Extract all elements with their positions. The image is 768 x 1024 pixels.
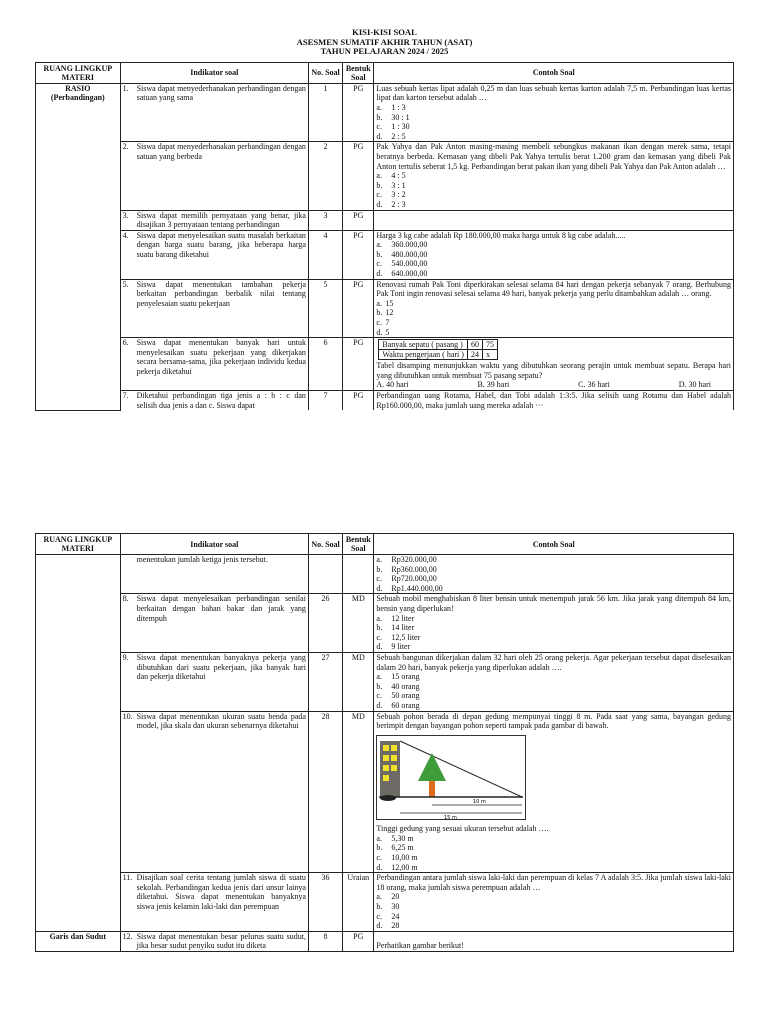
indikator-text: Siswa dapat menentukan besar pelurus suatu sudut, jika besar sudut penyiku sudut itu diketa: [136, 931, 306, 951]
options-list: [376, 614, 731, 652]
label-10m: 10 m: [473, 798, 487, 805]
option-item: b. 3 : 1: [376, 180, 406, 190]
row-number: 5.: [122, 279, 129, 289]
options-row: [376, 380, 731, 390]
no-soal-cell: 8: [308, 931, 342, 951]
mini-cell: 24: [467, 350, 482, 360]
option-item: b. 14 liter: [376, 623, 415, 633]
option-item: a. 20: [376, 892, 400, 902]
indikator-cell: [120, 594, 308, 653]
building-window: [383, 755, 389, 761]
option-item: a. 360.000,00: [376, 240, 428, 250]
no-soal-cell: 7: [308, 391, 342, 411]
option-item: a. 12 liter: [376, 613, 415, 623]
indikator-cell: [120, 391, 308, 411]
indikator-text: Siswa dapat menyelesaikan perbandingan senilai berkaitan dengan bahan bakar dan jarak yang ditempuh: [136, 594, 306, 623]
table-row: [36, 391, 734, 411]
option-item: b. 480.000,00: [376, 249, 428, 259]
document-page-2: [35, 533, 734, 952]
row-number: 3.: [122, 210, 129, 220]
option-item: d. 2 : 5: [376, 131, 406, 141]
building-window: [383, 745, 389, 751]
col-header-contoh: Contoh Soal: [374, 62, 734, 83]
question-text: Perhatikan gambar berikut!: [376, 941, 464, 951]
question-text: Perbandingan uang Rotama, Habel, dan Tobi adalah 1:3:5. Jika selisih uang Rotama dan Habel adalah Rp160.000,00, maka jumlah uang mereka adalah ···: [376, 391, 731, 410]
option-item: a. 5,30 m: [376, 833, 414, 843]
bentuk-soal-cell: PG: [343, 142, 374, 210]
options-list: [376, 892, 731, 930]
question-text: Tinggi gedung yang sesuai ukuran tersebut adalah ….: [376, 824, 549, 834]
contoh-soal-cell: [374, 83, 734, 142]
indikator-text: Disajikan soal cerita tentang jumlah siswa di suatu sekolah. Perbandingan kedua jenis dari unsur lainya diketahui. Siswa dapat menentukan banyaknya siswa jenis kelamin laki-laki dan perempuan: [136, 873, 306, 912]
options-list: [376, 672, 731, 710]
table-row: [36, 931, 734, 951]
ground-mark: [380, 795, 396, 801]
indikator-cell: [120, 279, 308, 338]
option-item: a. 15: [376, 298, 394, 308]
table-row: [36, 142, 734, 210]
option-item: d. 28: [376, 921, 400, 931]
option-item: a. 4 : 5: [376, 171, 406, 181]
option-item: D. 30 hari: [678, 380, 711, 390]
no-soal-cell: 26: [308, 594, 342, 653]
indikator-cell: [120, 338, 308, 391]
bentuk-soal-cell: PG: [343, 931, 374, 951]
question-text: Harga 3 kg cabe adalah Rp 180.000,00 maka harga untuk 8 kg cabe adalah.....: [376, 230, 626, 240]
question-text: Tabel disamping menunjukkan waktu yang dibutuhkan seorang perajin untuk membuat sepatu. Berapa hari yang dibutuhkan untuk membuat 75 pasang sepatu?: [376, 361, 731, 380]
table-row: [36, 555, 734, 594]
col-header-ruang: RUANG LINGKUP MATERI: [36, 534, 121, 555]
no-soal-cell: 36: [308, 873, 342, 932]
bentuk-soal-cell: MD: [343, 711, 374, 873]
row-number: 4.: [122, 230, 129, 240]
shoe-production-table: [378, 339, 498, 360]
building-window: [383, 775, 389, 781]
option-item: b. Rp360.000,00: [376, 564, 437, 574]
header-title: KISI-KISI SOAL: [352, 27, 417, 37]
no-soal-cell: 3: [308, 210, 342, 230]
options-list: [376, 240, 731, 278]
building-shadow-figure: [376, 735, 731, 823]
option-item: A. 40 hari: [376, 380, 409, 390]
indikator-cell: [120, 210, 308, 230]
option-item: b. 12: [376, 308, 394, 318]
option-item: b. 30: [376, 902, 400, 912]
contoh-soal-cell: [374, 210, 734, 230]
row-number: 8.: [122, 594, 129, 604]
table-row: [36, 230, 734, 279]
contoh-soal-cell: [374, 142, 734, 210]
bentuk-soal-cell: PG: [343, 210, 374, 230]
option-item: b. 40 orang: [376, 681, 420, 691]
col-header-indikator: Indikator soal: [120, 534, 308, 555]
question-text: Renovasi rumah Pak Toni diperkirakan selesai selama 84 hari dengan pekerja sebanyak 7 orang. Berhubung Pak Toni ingin renovasi selesai selama 49 hari, banyak pekerja yang perlu ditambahkan adalah … orang.: [376, 279, 731, 299]
option-item: b. 6,25 m: [376, 843, 414, 853]
contoh-soal-cell: [374, 594, 734, 653]
building-window: [391, 755, 397, 761]
options-list: [376, 299, 731, 337]
option-item: b. 30 : 1: [376, 112, 410, 122]
indikator-text: Siswa dapat menentukan ukuran suatu benda pada model, jika skala dan ukuran sebenarnya diketahui: [136, 711, 306, 731]
option-item: a. 15 orang: [376, 672, 420, 682]
option-item: a. 1 : 3: [376, 102, 406, 112]
col-header-bentuk: Bentuk Soal: [343, 62, 374, 83]
option-item: c. 10,00 m: [376, 853, 418, 863]
table-row: [36, 210, 734, 230]
option-item: c. 7: [376, 318, 390, 328]
bentuk-soal-cell: PG: [343, 338, 374, 391]
option-item: d. 12,00 m: [376, 862, 418, 872]
contoh-soal-cell: [374, 555, 734, 594]
row-number: 10.: [122, 711, 133, 721]
indikator-cell: [120, 142, 308, 210]
bentuk-soal-cell: PG: [343, 83, 374, 142]
no-soal-cell: 6: [308, 338, 342, 391]
option-item: C. 36 hari: [578, 380, 610, 390]
options-list: [376, 555, 731, 593]
indikator-cell: [120, 652, 308, 711]
option-item: c. Rp720.000,00: [376, 574, 437, 584]
contoh-soal-cell: [374, 873, 734, 932]
no-soal-cell: 28: [308, 711, 342, 873]
option-item: c. 3 : 2: [376, 190, 406, 200]
col-header-no: No. Soal: [308, 62, 342, 83]
bentuk-soal-cell: PG: [343, 279, 374, 338]
bentuk-soal-cell: PG: [343, 391, 374, 411]
label-15m: 15 m: [444, 814, 458, 820]
no-soal-cell: 27: [308, 652, 342, 711]
table-row: [36, 652, 734, 711]
question-text: Sebuah mobil menghabiskan 8 liter bensin untuk menempuh jarak 56 km. Jika jarak yang ditempuh 84 km, bensin yang diperlukan!: [376, 594, 731, 613]
option-item: c. 24: [376, 911, 400, 921]
bentuk-soal-cell: MD: [343, 652, 374, 711]
contoh-soal-cell: [374, 931, 734, 951]
table-row: [36, 338, 734, 391]
header-year: TAHUN PELAJARAN 2024 / 2025: [320, 46, 449, 57]
ruang-title: RASIO: [65, 83, 91, 93]
indikator-cell: [120, 711, 308, 873]
option-item: B. 39 hari: [477, 380, 510, 390]
col-header-bentuk: Bentuk Soal: [343, 534, 374, 555]
mini-cell: 60: [467, 340, 482, 350]
option-item: d. 5: [376, 327, 390, 337]
ruang-lingkup-cell: [36, 555, 121, 932]
no-soal-cell: 5: [308, 279, 342, 338]
ruang-lingkup-cell: Garis dan Sudut: [36, 931, 121, 951]
indikator-text: menentukan jumlah ketiga jenis tersebut.: [136, 555, 268, 564]
options-list: [376, 103, 731, 141]
table-row: [36, 83, 734, 142]
bentuk-soal-cell: Uraian: [343, 873, 374, 932]
indikator-text: Siswa dapat menentukan banyak hari untuk menyelesaikan suatu pekerjaan yang dikerjakan secara bersama-sama, jika pekerjaan individu kedua pekerja diketahui: [136, 338, 306, 376]
no-soal-cell: [308, 555, 342, 594]
row-number: 9.: [122, 652, 129, 662]
kisi-table-page-2: [35, 533, 734, 952]
contoh-soal-cell: [374, 279, 734, 338]
option-item: c. 50 orang: [376, 691, 420, 701]
option-item: d. 640.000,00: [376, 269, 428, 279]
header-subtitle: ASESMEN SUMATIF AKHIR TAHUN (ASAT): [296, 36, 473, 47]
contoh-soal-cell: [374, 338, 734, 391]
row-number: 11.: [122, 873, 133, 883]
mini-table-row: [379, 350, 498, 360]
table-row: [36, 279, 734, 338]
mini-cell: Banyak sepatu ( pasang ): [379, 340, 468, 350]
ruang-lingkup-cell: [36, 83, 121, 410]
bentuk-soal-cell: [343, 555, 374, 594]
options-list: [376, 834, 731, 872]
table-header-row: [36, 534, 734, 555]
indikator-text: Siswa dapat memilih pernyataan yang benar, jika disajikan 3 pernyataan tentang perbandingan: [136, 210, 306, 230]
mini-cell: 75: [482, 340, 497, 350]
row-number: 6.: [122, 338, 129, 348]
question-text: Sebuah bangunan dikerjakan dalam 32 hari oleh 25 orang pekerja. Agar pekerjaan tersebut dapat diselesaikan dalam 20 hari, banyak pekerja yang diperlukan adalah ….: [376, 652, 731, 672]
contoh-soal-cell: [374, 652, 734, 711]
option-item: d. 60 orang: [376, 700, 420, 710]
indikator-text: Siswa dapat menentukan tambahan pekerja berkaitan perbandingan berbalik nilai tentang penyelesaian suatu pekerjaan: [136, 279, 306, 308]
question-text: Pak Yahya dan Pak Anton masing-masing membeli sebungkus makanan ikan dengan merek sama, tetapi beratnya berbeda. Kemasan yang dibeli Pak Yahya tertulis berat 1.200 gram dan kemasan yang dibeli Pak Anton tertulis seberat 1,5 kg. Perbandingan berat pakan ikan yang dibeli Pak Yahya dan Pak Anton adalah …: [376, 142, 731, 171]
indikator-cell: [120, 873, 308, 932]
col-header-contoh: Contoh Soal: [374, 534, 734, 555]
mini-table-row: [379, 340, 498, 350]
ruang-subtitle: (Perbandingan): [50, 93, 105, 103]
indikator-cell: [120, 555, 308, 594]
kisi-table-page-1: [35, 62, 734, 411]
row-number: 2.: [122, 142, 129, 152]
tree-trunk: [429, 781, 435, 797]
option-item: c. 1 : 30: [376, 122, 410, 132]
table-row: [36, 594, 734, 653]
contoh-soal-cell: [374, 391, 734, 411]
option-item: a. Rp320.000,00: [376, 555, 437, 564]
mini-cell: x: [482, 350, 497, 360]
indikator-text: Diketahui perbandingan tiga jenis a : b : c dan selisih dua jenis a dan c. Siswa dapat: [136, 391, 306, 410]
no-soal-cell: 2: [308, 142, 342, 210]
no-soal-cell: 1: [308, 83, 342, 142]
col-header-indikator: Indikator soal: [120, 62, 308, 83]
question-text: Luas sebuah kertas lipat adalah 0,25 m dan luas sebuah kertas karton adalah 7,5 m. Perbandingan luas kertas lipat dan karton tersebut adalah …: [376, 83, 731, 103]
no-soal-cell: 4: [308, 230, 342, 279]
indikator-text: Siswa dapat menyederhanakan perbandingan dengan satuan yang sama: [136, 83, 306, 103]
question-text: Perbandingan antara jumlah siswa laki-laki dan perempuan di kelas 7 A adalah 3:5. Jika jumlah siswa laki-laki 18 orang, maka jumlah siswa perempuan adalah …: [376, 873, 731, 892]
table-row: [36, 873, 734, 932]
building-window: [391, 765, 397, 771]
row-number: 12.: [122, 931, 133, 941]
contoh-soal-cell: [374, 230, 734, 279]
indikator-cell: [120, 230, 308, 279]
contoh-soal-cell: [374, 711, 734, 873]
indikator-text: Siswa dapat menyelesaikan suatu masalah berkaitan dengan harga suatu barang, jika beberapa harga suatu barang diketahui: [136, 230, 306, 259]
table-row: [36, 711, 734, 873]
building-window: [391, 745, 397, 751]
table-header-row: [36, 62, 734, 83]
indikator-cell: [120, 931, 308, 951]
col-header-ruang: RUANG LINGKUP MATERI: [36, 62, 121, 83]
shadow-diagram-svg: [376, 735, 526, 820]
option-item: c. 12,5 liter: [376, 632, 421, 642]
indikator-cell: [120, 83, 308, 142]
options-list: [376, 171, 731, 209]
indikator-text: Siswa dapat menentukan banyaknya pekerja yang dibutuhkan dari suatu pekerjaan, jika banyak hari dan pekerja diketahui: [136, 652, 306, 682]
option-item: c. 540.000,00: [376, 259, 428, 269]
option-item: d. 2 : 3: [376, 199, 406, 209]
bentuk-soal-cell: PG: [343, 230, 374, 279]
row-number: 7.: [122, 391, 129, 400]
col-header-no: No. Soal: [308, 534, 342, 555]
document-header: [35, 28, 734, 57]
indikator-text: Siswa dapat menyederhanakan perbandingan dengan satuan yang berbeda: [136, 142, 306, 161]
document-page-1: [35, 28, 734, 411]
option-item: d. Rp1.440.000,00: [376, 583, 443, 593]
row-number: 1.: [122, 83, 129, 93]
question-text: Sebuah pohon berada di depan gedung mempunyai tinggi 8 m. Pada saat yang sama, bayangan gedung berimpit dengan bayangan pohon seperti tampak pada gambar di bawah.: [376, 711, 731, 731]
bentuk-soal-cell: MD: [343, 594, 374, 653]
mini-cell: Waktu pengerjaan ( hari ): [379, 350, 468, 360]
building-window: [383, 765, 389, 771]
option-item: d. 9 liter: [376, 642, 411, 652]
